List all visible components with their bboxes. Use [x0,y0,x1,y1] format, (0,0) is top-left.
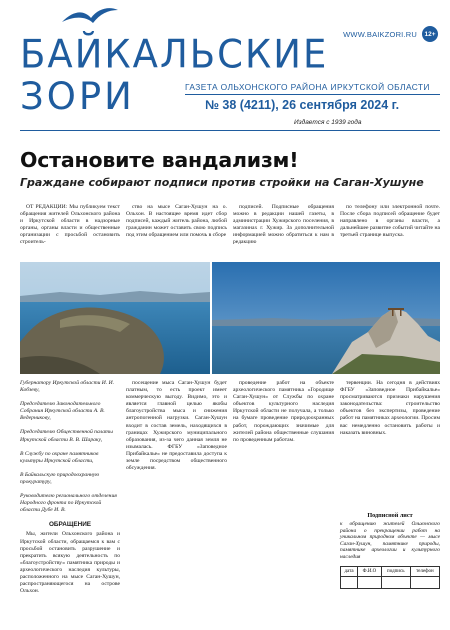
article-column-2 [126,204,227,260]
table-row [341,576,440,588]
cape-sagan-khushun-photo [212,262,440,374]
newspaper-title-line2: ЗОРИ [20,75,135,118]
founded-note: Издается с 1939 года [294,119,362,126]
landscape-image-icon [212,262,440,374]
addressee-item: В Службу по охране памятников культуры Иркутской области, [20,450,99,464]
article-column-5 [126,380,227,630]
signature-cell[interactable] [381,576,410,588]
age-rating-badge: 12+ [422,26,438,42]
tagline-divider [185,94,440,95]
article-column-1 [20,204,120,260]
signature-table [340,566,440,589]
signature-cell[interactable] [410,576,439,588]
table-header-date: дата [341,566,358,576]
signature-cell[interactable] [341,576,358,588]
article-subheadline: Граждане собирают подписи против стройки на Саган-Хушуне [20,176,424,189]
lake-baikal-photo [20,262,210,374]
newspaper-title-line1: БАЙКАЛЬСКИЕ [20,31,329,78]
column-text: по телефону или электронной почте. После сбора подписей обращение будет направлено в органы власти, а дальнейшее развитие событий читайте на третьей странице выпуска. [340,204,440,239]
petition-signature-form [340,512,440,630]
petition-title: Подписной лист [367,512,413,519]
article-column-7 [340,380,440,510]
article-column-6 [233,380,334,630]
website-link[interactable]: WWW.BAIKZORI.RU [343,30,417,39]
column-text: ство на мысе Саган-Хушун на о. Ольхон. В настоящее время идет сбор подписей, каждый житель района, любой гражданин может оставить свою подпись под этим обращением или помочь в сборе [126,204,227,239]
column-text: подписей. Подписные обращения можно в редакции нашей газеты, в администрации Хужирского поселения, в магазинах г. Хужир. За дополнительной информацией можно обратиться к нам в редакцию [233,204,334,246]
article-column-4 [340,204,440,260]
table-header-name: Ф.И.О [358,566,382,576]
appeal-sidebar [20,380,120,630]
appeal-text: Мы, жители Ольхонского района и Иркутской области, обращаемся к вам с просьбой остановить разрушение и прекратить всякую деятельность по «благоустройству» памятника природы и археологического наследия культуры, расположенного на мысе Саган-Хушун, распространяющегося на острове Ольхон. [20,531,120,595]
column-text: ОТ РЕДАКЦИИ: Мы публикуем текст обращения жителей Ольхонского района и Иркутской области в надзорные органы, органы власти и общественные организации с просьбой остановить строитель- [20,204,120,246]
article-column-3 [233,204,334,260]
petition-text: к обращению жителей Ольхонского района о прекращении работ на уникальном природном объекте — мысе Саган-Хушун, памятнике природы, памятнике археологии и культурного наследия [340,521,440,560]
column-text: посещение мыса Саган-Хушун будет платным, то есть проект имеет коммерческую выгоду. Видимо, это и является главной целью якобы благоустройства мыса и снижения антропогенной нагрузки. Саган-Хушун входит в состав земель, находящихся в границах Хужирского муниципального образования, из-за чего данная земля не изымалась. ФГБУ «Заповедное Прибайкалье» не предоставила доступа к земле посредством общественного обсуждения. [126,380,227,472]
newspaper-tagline: ГАЗЕТА ОЛЬХОНСКОГО РАЙОНА ИРКУТСКОЙ ОБЛАСТИ [185,82,430,92]
signature-cell[interactable] [358,576,382,588]
addressee-item: Губернатору Иркутской области И. И. Кобзеву, [20,380,115,394]
table-row [341,566,440,576]
addressee-item: Председателю Общественной палаты Иркутской области В. В. Шараку, [20,429,113,443]
addressee-item: Председателю Законодательного Собрания Иркутской области А. В. Ведерникову, [20,401,105,422]
article-headline: Остановите вандализм! [20,148,299,172]
table-header-phone: телефон [410,566,439,576]
masthead-divider [20,130,440,131]
addressee-item: Руководителю регионального отделения Народного фронта по Иркутской области Дубе И. В. [20,493,117,514]
issue-number: № 38 (4211), 26 сентября 2024 г. [205,98,400,112]
column-text: тервенции. На сегодня в действиях ФГБУ «Заповедное Прибайкалье» просматриваются признаки нарушения законодательства: строительство объектов без экспертизы, проведение работ на памятниках археологии. Просим вас немедленно остановить работы и наказать виновных. [340,380,440,436]
seagull-logo-icon [60,4,120,30]
landscape-image-icon [20,262,210,374]
table-header-signature: подпись [381,566,410,576]
masthead [0,0,450,126]
addressee-item: В Байкальскую природоохранную прокуратуру, [20,471,100,485]
column-text: проведение работ на объекте археологического памятника «Городище Саган-Хушун» от Службы по охране объектов культурного наследия Иркутской области не получала, а только на бумаге проведение природоохранных работ, порождающих значимые для жителей района общественные слушания по проведенным работам. [233,380,334,443]
appeal-title: ОБРАЩЕНИЕ [48,521,92,529]
